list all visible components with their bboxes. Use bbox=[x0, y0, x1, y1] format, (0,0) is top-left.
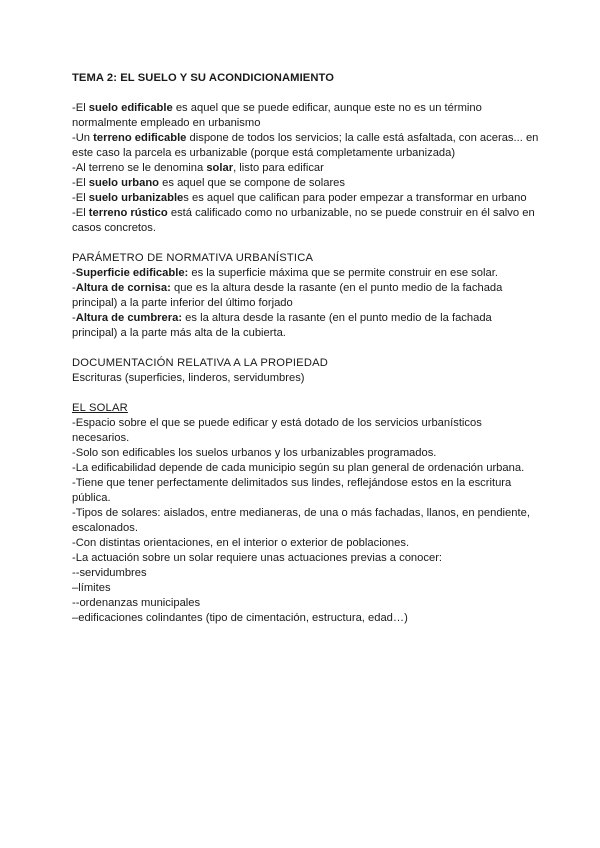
solar-section bbox=[72, 401, 540, 626]
line-text: es la altura desde la rasante (en el punto medio de la fachada principal) a la parte más alta de la cubierta. bbox=[72, 312, 492, 339]
bold-term: terreno edificable bbox=[93, 132, 187, 144]
solar-line: -Tiene que tener perfectamente delimitados sus lindes, reflejándose estos en la escritura pública. bbox=[72, 477, 512, 504]
section-heading: EL SOLAR bbox=[72, 402, 128, 414]
bold-term: suelo urbano bbox=[88, 177, 160, 189]
document-title: TEMA 2: EL SUELO Y SU ACONDICIONAMIENTO bbox=[72, 72, 335, 84]
line-text: es aquel que se puede edificar, aunque este no es un término normalmente empleado en urbanismo bbox=[72, 102, 482, 129]
line-text: es aquel que se compone de solares bbox=[159, 177, 345, 189]
line-text: -El bbox=[72, 102, 89, 114]
param-line bbox=[72, 281, 540, 311]
line-text: -El bbox=[72, 207, 89, 219]
solar-line: -La actuación sobre un solar requiere unas actuaciones previas a conocer: bbox=[72, 552, 443, 564]
line-text: , listo para edificar bbox=[233, 162, 324, 174]
bold-term: Altura de cumbrera: bbox=[75, 312, 183, 324]
solar-line: -Con distintas orientaciones, en el interior o exterior de poblaciones. bbox=[72, 537, 410, 549]
solar-line: --servidumbres bbox=[72, 567, 147, 579]
line-text: dispone de todos los servicios; la calle está asfaltada, con aceras... en este caso la parcela es urbanizable (porque está completamente urbanizada) bbox=[72, 132, 539, 159]
solar-line: –límites bbox=[72, 582, 111, 594]
line-text: es la superficie máxima que se permite construir en ese solar. bbox=[188, 267, 498, 279]
bold-term: solar bbox=[206, 162, 234, 174]
intro-line bbox=[72, 101, 540, 131]
intro-line bbox=[72, 131, 540, 161]
line-text: s es aquel que califican para poder empezar a transformar en urbano bbox=[183, 192, 527, 204]
spacer bbox=[72, 236, 540, 251]
solar-line: –edificaciones colindantes (tipo de cimentación, estructura, edad…) bbox=[72, 612, 408, 624]
line-text: -Al terreno se le denomina bbox=[72, 162, 207, 174]
solar-line: --ordenanzas municipales bbox=[72, 597, 201, 609]
bold-term: suelo edificable bbox=[88, 102, 173, 114]
line-text: - bbox=[72, 282, 76, 294]
bold-term: suelo urbanizable bbox=[88, 192, 184, 204]
intro-line bbox=[72, 206, 540, 236]
line-text: está calificado como no urbanizable, no se puede construir en él salvo en casos concretos. bbox=[72, 207, 535, 234]
line-text: que es la altura desde la rasante (en el punto medio de la fachada principal) a la parte inferior del último forjado bbox=[72, 282, 503, 309]
solar-line: -La edificabilidad depende de cada municipio según su plan general de ordenación urbana. bbox=[72, 462, 525, 474]
spacer bbox=[72, 386, 540, 401]
line-text: - bbox=[72, 312, 76, 324]
bold-term: terreno rústico bbox=[88, 207, 168, 219]
docs-section bbox=[72, 356, 540, 386]
intro-line bbox=[72, 161, 540, 176]
section-heading: PARÁMETRO DE NORMATIVA URBANÍSTICA bbox=[72, 252, 314, 264]
spacer bbox=[72, 341, 540, 356]
line-text: -El bbox=[72, 192, 89, 204]
line-text: -Un bbox=[72, 132, 94, 144]
param-line bbox=[72, 311, 540, 341]
solar-line: -Tipos de solares: aislados, entre medianeras, de una o más fachadas, llanos, en pendiente, escalonados. bbox=[72, 507, 530, 534]
line-text: - bbox=[72, 267, 76, 279]
param-line bbox=[72, 266, 540, 281]
section-heading: DOCUMENTACIÓN RELATIVA A LA PROPIEDAD bbox=[72, 357, 329, 369]
solar-line: -Solo son edificables los suelos urbanos y los urbanizables programados. bbox=[72, 447, 437, 459]
intro-section bbox=[72, 101, 540, 236]
bold-term: Altura de cornisa: bbox=[75, 282, 171, 294]
solar-line: -Espacio sobre el que se puede edificar y está dotado de los servicios urbanísticos necesarios. bbox=[72, 417, 482, 444]
bold-term: Superficie edificable: bbox=[75, 267, 189, 279]
docs-line: Escrituras (superficies, linderos, servidumbres) bbox=[72, 372, 305, 384]
params-section bbox=[72, 251, 540, 341]
intro-line bbox=[72, 191, 540, 206]
intro-line bbox=[72, 176, 540, 191]
line-text: -El bbox=[72, 177, 89, 189]
